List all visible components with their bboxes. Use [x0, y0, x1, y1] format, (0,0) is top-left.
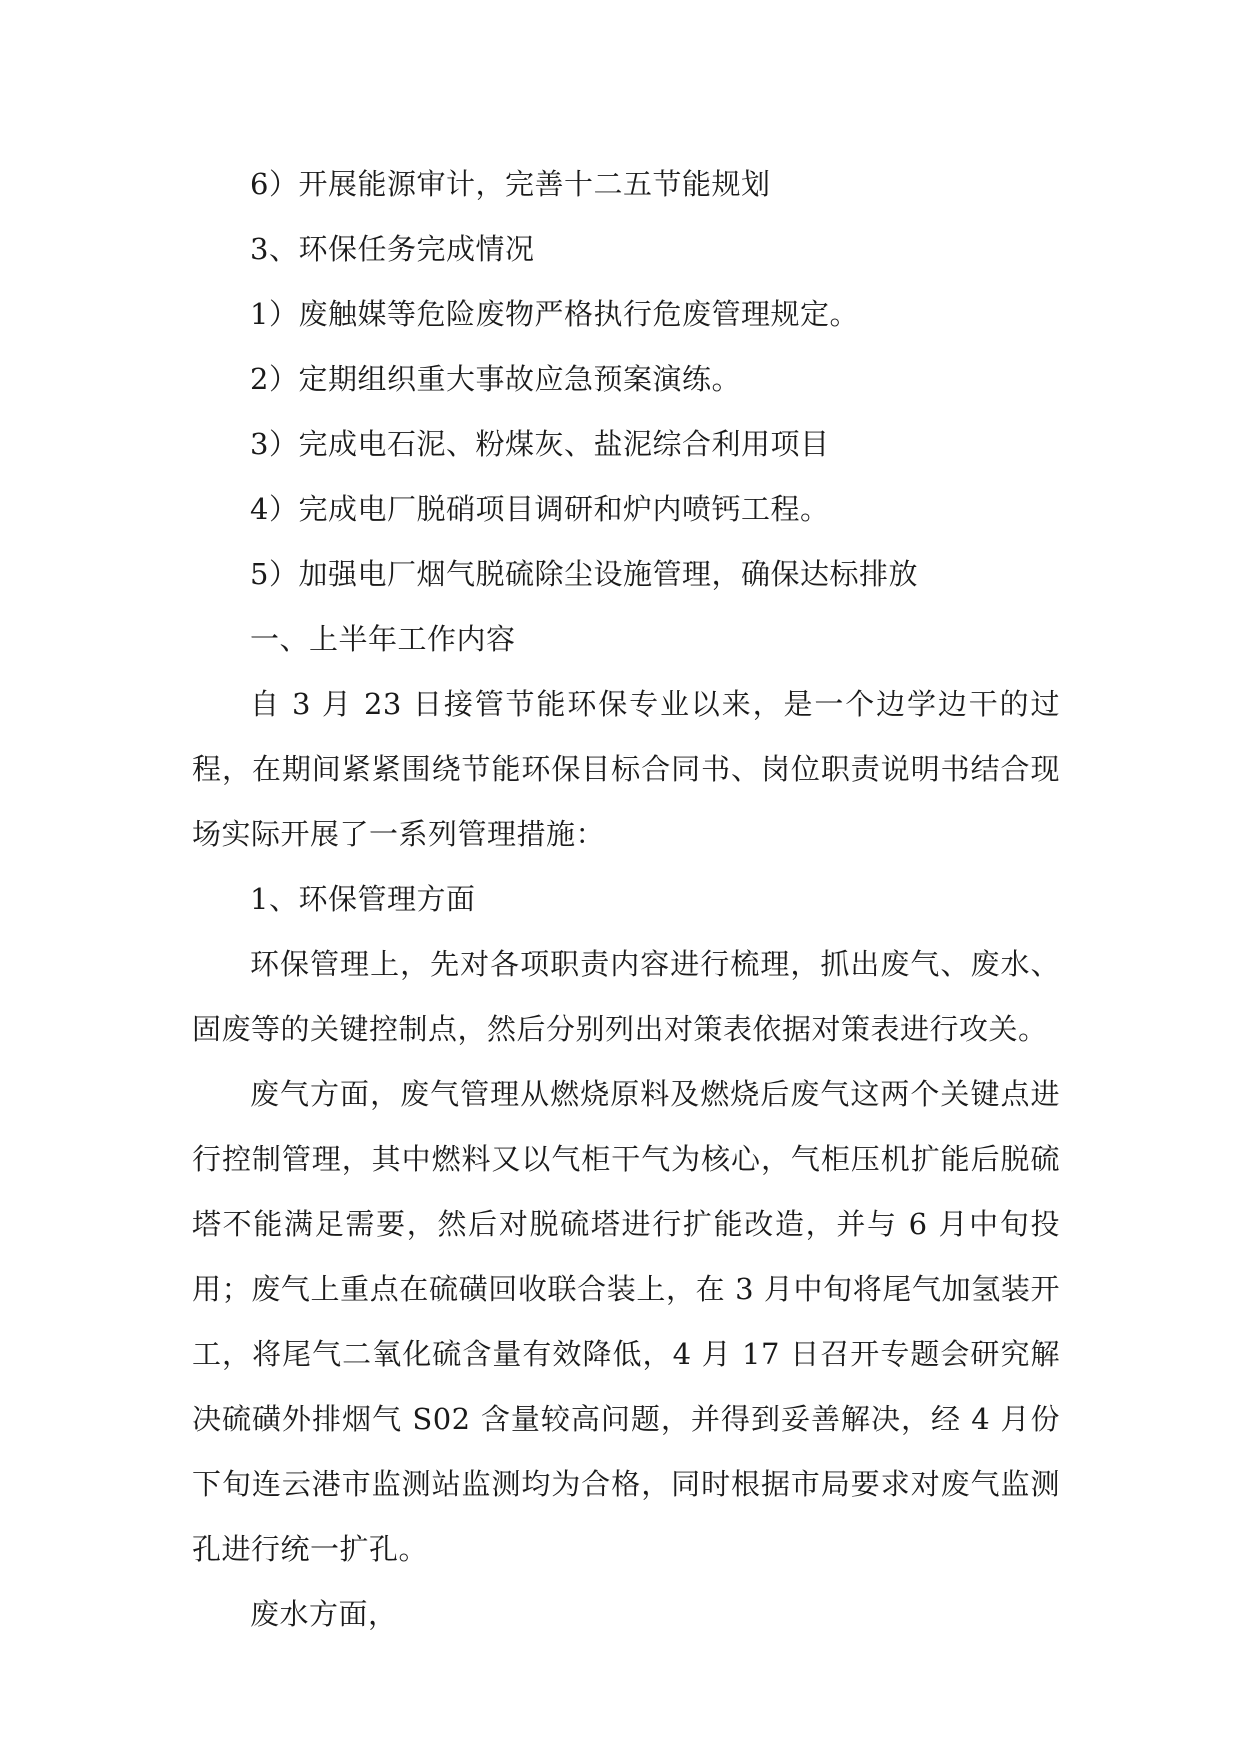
- paragraph-desulfurization: 5）加强电厂烟气脱硫除尘设施管理，确保达标排放: [250, 557, 918, 591]
- heading-env-task-status: 3、环保任务完成情况: [250, 232, 535, 266]
- paragraph-waste-gas: 废气方面，废气管理从燃烧原料及燃烧后废气这两个关键点进行控制管理，其中燃料又以气柜干气为核心，气柜压机扩能后脱硫塔不能满足需要，然后对脱硫塔进行扩能改造，并与 6 月中旬投用；废气上重点在硫磺回收联合装上，在 3 月中旬将尾气加氢装开工，将尾气二氧化硫含量有效降低，4 月 17 日召开专题会研究解决硫磺外排烟气 S02 含量较高问题，并得到妥善解决，经 4 月份下旬连云港市监测站监测均为合格，同时根据市局要求对废气监测孔进行统一扩孔。: [192, 1077, 1060, 1566]
- paragraph-comprehensive-use: 3）完成电石泥、粉煤灰、盐泥综合利用项目: [250, 427, 830, 461]
- paragraph-takeover-intro: 自 3 月 23 日接管节能环保专业以来，是一个边学边干的过程，在期间紧紧围绕节能环保目标合同书、岗位职责说明书结合现场实际开展了一系列管理措施：: [192, 687, 1060, 851]
- paragraph-env-management: 环保管理上，先对各项职责内容进行梳理，抓出废气、废水、固废等的关键控制点，然后分别列出对策表依据对策表进行攻关。: [192, 947, 1060, 1046]
- paragraph-waste-water: 废水方面，: [250, 1597, 398, 1631]
- paragraph-energy-audit: 6）开展能源审计，完善十二五节能规划: [250, 167, 771, 201]
- paragraph-denitration: 4）完成电厂脱硝项目调研和炉内喷钙工程。: [250, 492, 830, 526]
- paragraph-emergency-drill: 2）定期组织重大事故应急预案演练。: [250, 362, 741, 396]
- heading-first-half-work: 一、上半年工作内容: [250, 622, 516, 656]
- paragraph-hazardous-waste: 1）废触媒等危险废物严格执行危废管理规定。: [250, 297, 859, 331]
- document-body: [192, 152, 1060, 1647]
- heading-env-management: 1、环保管理方面: [250, 882, 476, 916]
